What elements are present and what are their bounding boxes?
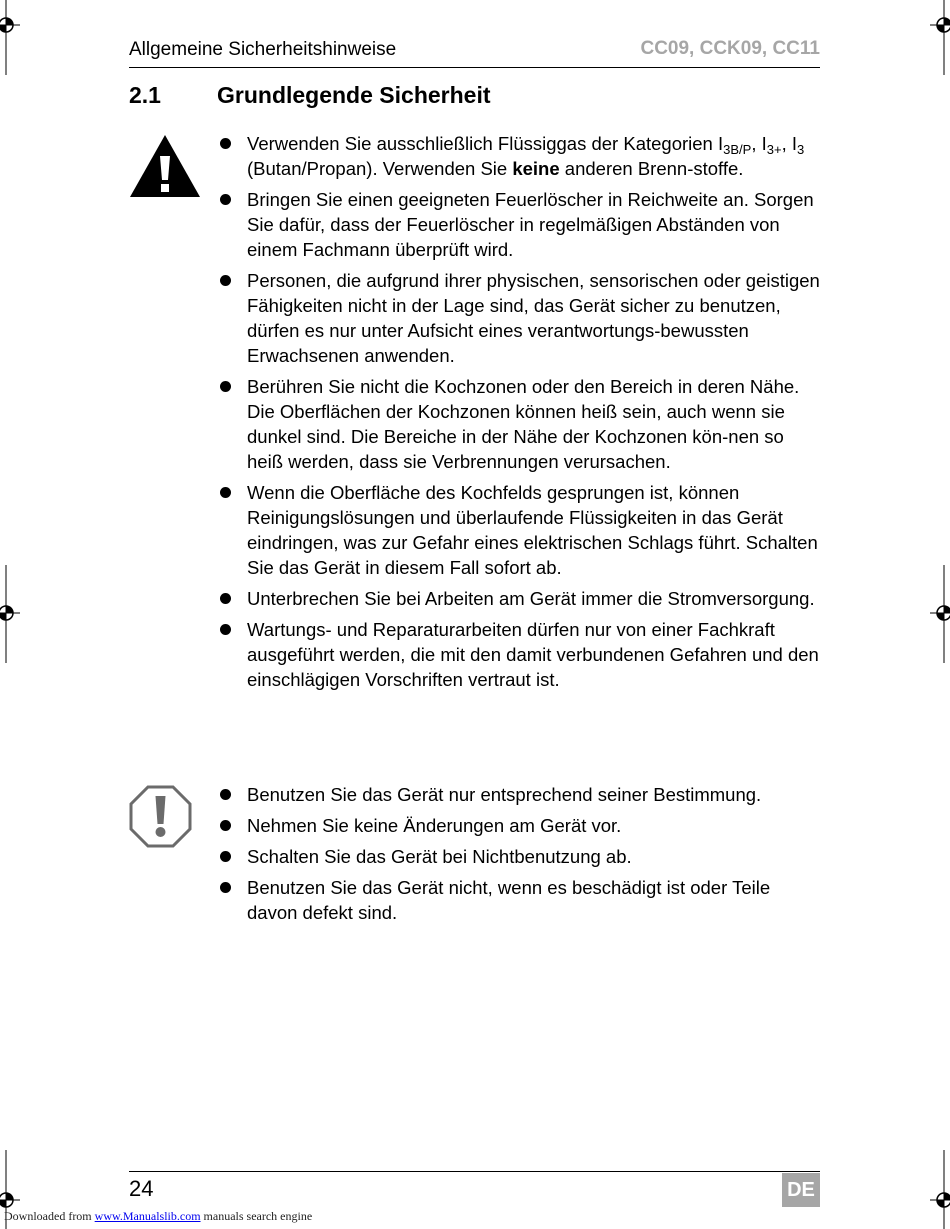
download-prefix: Downloaded from [4,1209,92,1223]
list-item [219,586,824,611]
item-text: Bringen Sie einen geeigneten Feuerlöscher in Reichweite an. Sorgen Sie dafür, dass der Feuerlöscher in regelmäßigen Abständen von einem Fachmann überprüft wird. [247,189,814,260]
item-text: Berühren Sie nicht die Kochzonen oder den Bereich in deren Nähe. [247,376,800,397]
octagon-exclamation-icon [129,785,192,848]
list-item [219,268,824,368]
language-badge: DE [782,1173,820,1207]
list-item [219,875,824,925]
item-text: Benutzen Sie das Gerät nur entsprechend seiner Bestimmung. [247,784,762,805]
item-text: Benutzen Sie das Gerät nicht, wenn es beschädigt ist oder Teile davon defekt sind. [247,877,771,923]
download-note [4,1209,312,1224]
header-chapter-title: Allgemeine Sicherheitshinweise [129,39,397,60]
item-text: , I [751,133,767,154]
bullet-icon [220,593,231,604]
page-number: 24 [129,1176,154,1201]
download-suffix: manuals search engine [203,1209,313,1223]
warning-triangle-icon [129,134,201,198]
item-text: Die Oberflächen der Kochzonen können heiß sein, auch wenn sie dunkel sind. Die Bereiche in der Nähe der Kochzonen kön-nen so heiß werden, dass sie Verbrennungen verursachen. [247,401,785,472]
warning-list [219,131,824,692]
item-text: Personen, die aufgrund ihrer physischen, sensorischen oder geistigen Fähigkeiten nicht in der Lage sind, das Gerät sicher zu benutzen, dürfen es nur unter Aufsicht eines verantwortungs-bewussten Erwachsenen anwenden. [247,270,820,366]
item-text: Wartungs- und Reparaturarbeiten dürfen nur von einer Fachkraft ausgeführt werden, die mit den damit verbundenen Gefahren und den einschlägigen Vorschriften vertraut ist. [247,619,819,690]
bullet-icon [220,882,231,893]
list-item [219,187,824,262]
item-bold-text: keine [512,158,560,179]
section-title: Grundlegende Sicherheit [217,82,491,108]
bullet-icon [220,194,231,205]
notice-list [219,782,824,925]
crop-mark-top-right [910,0,950,80]
bullet-icon [220,624,231,635]
list-item [219,844,824,869]
bullet-icon [220,381,231,392]
item-text: Nehmen Sie keine Änderungen am Gerät vor. [247,815,622,836]
bullet-icon [220,851,231,862]
list-item [219,131,824,181]
crop-mark-bottom-right [910,1150,950,1229]
item-text: Wenn die Oberfläche des Kochfelds gesprungen ist, können Reinigungslösungen und überlaufende Flüssigkeiten in das Gerät eindringen, was zur Gefahr eines elektrischen Schlags führt. Schalten Sie das Gerät in diesem Fall sofort ab. [247,482,818,578]
crop-mark-mid-left [0,565,40,665]
item-text: Verwenden Sie ausschließlich Flüssiggas der Kategorien I [247,133,724,154]
bullet-icon [220,789,231,800]
list-item [219,480,824,580]
item-subscript: 3 [796,142,805,157]
crop-mark-mid-right [910,565,950,665]
item-subscript: 3B/P [723,142,752,157]
item-text: Schalten Sie das Gerät bei Nichtbenutzung ab. [247,846,632,867]
bullet-icon [220,487,231,498]
bullet-icon [220,138,231,149]
footer-divider [129,1171,820,1172]
item-text: (Butan/Propan). Verwenden Sie [247,158,513,179]
bullet-icon [220,820,231,831]
crop-mark-top-left [0,0,40,80]
list-item [219,782,824,807]
header-model-list: CC09, CCK09, CC11 [640,38,820,59]
manualslib-link[interactable]: www.Manualslib.com [94,1209,201,1223]
bullet-icon [220,275,231,286]
section-number: 2.1 [129,82,161,108]
list-item [219,374,824,474]
item-text: anderen Brenn-stoffe. [559,158,744,179]
item-subscript: 3+ [766,142,782,157]
list-item [219,813,824,838]
item-text: Unterbrechen Sie bei Arbeiten am Gerät immer die Stromversorgung. [247,588,815,609]
item-text: , I [781,133,797,154]
list-item [219,617,824,692]
page-header [129,37,820,68]
